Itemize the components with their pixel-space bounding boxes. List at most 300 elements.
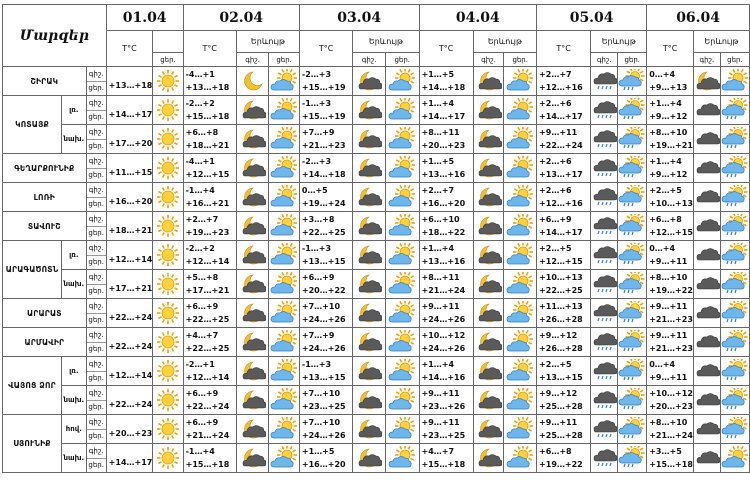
temp-range: [419, 386, 473, 415]
cloud-rain-icon: [591, 444, 618, 473]
day-temp: +20…+23: [421, 141, 466, 150]
temp-range: [419, 415, 473, 444]
date-header: 02.04: [183, 5, 299, 31]
temp-range: [537, 125, 591, 154]
temp-range: [647, 67, 694, 96]
temp-range: [537, 357, 591, 386]
sun-cloud-rain-icon: [618, 241, 647, 270]
sun-cloud-rain-icon: [618, 299, 647, 328]
night-temp: +6…+9: [301, 273, 335, 282]
night-temp: +1…+4: [649, 157, 682, 166]
sun-cloud-icon: [386, 125, 420, 154]
cloud-icon: [693, 386, 720, 415]
sun-cloud-icon: [504, 415, 537, 444]
date-header: 05.04: [537, 5, 647, 31]
night-temp: +3…+5: [649, 447, 682, 456]
day-temp: +9…+11: [649, 257, 688, 266]
moon-icon: [236, 67, 268, 96]
temp-header: T°C: [537, 31, 591, 67]
cloud-rain-icon: [591, 154, 618, 183]
table-row: [3, 67, 750, 96]
day-temp: +26…+28: [539, 315, 583, 324]
sun-cloud-rain-icon: [618, 444, 647, 473]
day-temp: +22…+25: [185, 344, 230, 353]
weather-header-empty: [153, 31, 183, 53]
weather-header: Երևույթ: [693, 31, 749, 53]
night-temp: +1…+4: [649, 99, 682, 108]
night-temp: 0…+4: [649, 70, 676, 79]
day-temp: +22…+25: [539, 286, 583, 295]
sun-cloud-icon: [504, 270, 537, 299]
temp-range: [647, 328, 694, 357]
day-temp-range: +22…+24: [106, 328, 153, 357]
sun-icon: [153, 299, 183, 328]
sun-cloud-icon: [504, 241, 537, 270]
night-subheader: գիշ.: [591, 53, 618, 67]
night-label: գիշ.: [87, 126, 106, 140]
region-name: ԿՈՏԱՅՔ: [3, 96, 62, 154]
sun-cloud-icon: [269, 415, 300, 444]
temp-range: [419, 444, 473, 473]
sun-cloud-rain-icon: [720, 241, 749, 270]
day-label: ցեր.: [88, 228, 104, 237]
moon-cloud-icon: [353, 328, 386, 357]
night-day-labels: [86, 270, 106, 299]
subregion-type: լռ.: [62, 241, 87, 270]
day-temp: +14…+17: [539, 228, 583, 237]
night-temp: +8…+10: [649, 273, 688, 282]
sun-cloud-rain-icon: [720, 299, 749, 328]
temp-range: [183, 154, 236, 183]
moon-cloud-icon: [473, 67, 504, 96]
temp-range: [183, 183, 236, 212]
night-temp: +2…+5: [539, 244, 572, 253]
night-temp: +6…+8: [539, 447, 572, 456]
day-temp-range: +22…+24: [106, 299, 153, 328]
night-label: գիշ.: [87, 329, 106, 343]
temp-range: [537, 183, 591, 212]
temp-range: [299, 357, 352, 386]
day-temp-range: +18…+21: [106, 212, 153, 241]
day-temp-range: +20…+23: [106, 415, 153, 444]
night-temp: -2…+3: [301, 70, 332, 79]
moon-cloud-icon: [353, 183, 386, 212]
cloud-icon: [693, 125, 720, 154]
sun-cloud-icon: [504, 154, 537, 183]
moon-cloud-icon: [236, 299, 268, 328]
day-temp: +21…+23: [649, 315, 693, 324]
temp-range: [299, 444, 352, 473]
night-temp: 0…+4: [649, 360, 676, 369]
sun-cloud-rain-icon: [618, 183, 647, 212]
night-temp: +10…+12: [421, 331, 466, 340]
sun-icon: [153, 357, 183, 386]
subregion-type: լռ.: [62, 96, 87, 125]
night-temp: +8…+11: [421, 128, 460, 137]
night-temp: -1…+4: [185, 447, 215, 456]
sun-cloud-icon: [269, 154, 300, 183]
subregion-type: նախ.: [62, 125, 87, 154]
cloud-rain-icon: [591, 270, 618, 299]
regions-header: Մարզեր: [3, 5, 107, 67]
sun-cloud-rain-icon: [720, 96, 749, 125]
day-temp: +22…+24: [539, 141, 583, 150]
weather-header: Երևույթ: [591, 31, 647, 53]
cloud-icon: [693, 444, 720, 473]
night-day-labels: [86, 154, 106, 183]
night-temp: -2…+3: [301, 157, 332, 166]
moon-cloud-icon: [473, 328, 504, 357]
sun-cloud-rain-icon: [720, 212, 749, 241]
night-subheader: գիշ.: [473, 53, 504, 67]
table-row: [3, 415, 750, 444]
day-temp: +13…+18: [185, 83, 230, 92]
temp-range: [419, 270, 473, 299]
cloud-icon: [693, 212, 720, 241]
moon-cloud-icon: [473, 241, 504, 270]
night-label: գիշ.: [87, 445, 106, 459]
sun-cloud-rain-icon: [618, 270, 647, 299]
day-temp: +21…+24: [421, 286, 466, 295]
day-temp-range: +14…+17: [106, 96, 153, 125]
sun-cloud-icon: [504, 125, 537, 154]
sun-cloud-icon: [386, 328, 420, 357]
cloud-icon: [693, 328, 720, 357]
day-subheader: ցեր.: [153, 53, 183, 67]
night-subheader: գիշ.: [236, 53, 268, 67]
night-day-labels: [86, 444, 106, 473]
moon-cloud-icon: [353, 67, 386, 96]
sun-cloud-icon: [269, 299, 300, 328]
day-temp: +21…+24: [649, 431, 693, 440]
day-temp: +25…+28: [539, 431, 583, 440]
moon-cloud-icon: [473, 125, 504, 154]
night-temp: +9…+11: [421, 418, 460, 427]
day-temp: +12…+15: [539, 257, 583, 266]
night-temp: +7…+10: [301, 418, 341, 427]
night-temp: +7…+9: [301, 331, 335, 340]
day-subheader: ցեր.: [720, 53, 749, 67]
cloud-icon: [693, 357, 720, 386]
temp-range: [183, 125, 236, 154]
day-temp: +19…+22: [539, 460, 583, 469]
night-label: գիշ.: [87, 416, 106, 430]
day-temp: +19…+24: [301, 199, 346, 208]
temp-range: [647, 183, 694, 212]
temp-range: [299, 125, 352, 154]
day-subheader: ցեր.: [618, 53, 647, 67]
day-temp: +24…+26: [421, 344, 466, 353]
sun-cloud-rain-icon: [618, 96, 647, 125]
night-label: գիշ.: [87, 184, 106, 198]
cloud-icon: [693, 299, 720, 328]
moon-cloud-icon: [236, 212, 268, 241]
sun-icon: [153, 154, 183, 183]
moon-cloud-icon: [473, 96, 504, 125]
sun-cloud-rain-icon: [618, 328, 647, 357]
temp-range: [299, 415, 352, 444]
night-temp: +6…+8: [185, 128, 219, 137]
night-label: գիշ.: [87, 97, 106, 111]
sun-cloud-rain-icon: [618, 386, 647, 415]
subregion-type: հով.: [62, 415, 87, 444]
night-temp: -4…+1: [185, 70, 215, 79]
cloud-rain-icon: [591, 212, 618, 241]
moon-cloud-icon: [236, 328, 268, 357]
night-temp: +8…+10: [649, 128, 688, 137]
night-temp: 0…+4: [649, 244, 676, 253]
night-temp: +6…+9: [185, 302, 219, 311]
night-subheader: գիշ.: [693, 53, 720, 67]
subregion-type: լռ.: [62, 357, 87, 386]
moon-cloud-icon: [473, 386, 504, 415]
sun-cloud-icon: [386, 357, 420, 386]
temp-range: [183, 415, 236, 444]
temp-range: [647, 444, 694, 473]
moon-cloud-icon: [236, 183, 268, 212]
day-temp: +15…+19: [301, 83, 346, 92]
day-temp: +15…+18: [649, 460, 693, 469]
sun-cloud-icon: [269, 183, 300, 212]
temp-range: [537, 299, 591, 328]
moon-cloud-icon: [236, 241, 268, 270]
temp-header: T°C: [647, 31, 694, 67]
moon-cloud-icon: [353, 125, 386, 154]
temp-range: [647, 299, 694, 328]
day-temp: +23…+26: [421, 402, 466, 411]
moon-cloud-icon: [353, 357, 386, 386]
night-temp: +7…+9: [301, 128, 335, 137]
day-temp: +12…+16: [539, 199, 583, 208]
sun-cloud-rain-icon: [618, 125, 647, 154]
sun-cloud-icon: [720, 67, 749, 96]
night-temp: -1…+3: [301, 99, 332, 108]
subregion-type: նախ.: [62, 444, 87, 473]
day-temp: +18…+22: [421, 228, 466, 237]
moon-cloud-icon: [353, 415, 386, 444]
night-day-labels: [86, 241, 106, 270]
sun-cloud-icon: [269, 328, 300, 357]
day-temp: +21…+23: [649, 344, 693, 353]
day-temp: +13…+16: [421, 170, 466, 179]
temp-range: [299, 183, 352, 212]
day-temp-range: +13…+18: [106, 67, 153, 96]
night-temp: +1…+4: [421, 244, 455, 253]
day-subheader: ցեր.: [269, 53, 300, 67]
moon-cloud-icon: [473, 444, 504, 473]
sun-cloud-rain-icon: [618, 154, 647, 183]
temp-range: [537, 444, 591, 473]
night-temp: +3…+8: [301, 215, 335, 224]
date-header: 01.04: [106, 5, 183, 31]
moon-cloud-icon: [473, 415, 504, 444]
night-label: գիշ.: [87, 271, 106, 285]
region-name: ՇԻՐԱԿ: [3, 67, 87, 96]
temp-range: [183, 241, 236, 270]
table-row: [3, 241, 750, 270]
moon-cloud-icon: [236, 125, 268, 154]
sun-cloud-icon: [504, 212, 537, 241]
sun-cloud-icon: [386, 67, 420, 96]
day-temp: +16…+21: [185, 199, 230, 208]
day-label: ցեր.: [88, 460, 104, 469]
night-day-labels: [86, 299, 106, 328]
day-temp: +22…+25: [301, 228, 346, 237]
night-temp: +1…+5: [421, 70, 455, 79]
night-temp: -4…+1: [185, 157, 215, 166]
moon-cloud-icon: [236, 357, 268, 386]
day-temp: +12…+14: [185, 373, 230, 382]
sun-cloud-icon: [386, 154, 420, 183]
night-temp: +9…+11: [421, 389, 460, 398]
sun-cloud-rain-icon: [720, 386, 749, 415]
table-row: [3, 386, 750, 415]
temp-range: [299, 67, 352, 96]
day-temp: +20…+23: [649, 402, 693, 411]
night-label: գիշ.: [87, 68, 106, 82]
temp-header: T°C: [299, 31, 352, 67]
sun-cloud-icon: [269, 212, 300, 241]
day-temp: +13…+17: [539, 170, 583, 179]
temp-header: T°C: [183, 31, 236, 67]
sun-cloud-icon: [386, 415, 420, 444]
day-temp-range: +17…+21: [106, 270, 153, 299]
moon-cloud-icon: [353, 299, 386, 328]
temp-range: [299, 386, 352, 415]
day-temp: +19…+21: [649, 141, 693, 150]
night-temp: +2…+5: [649, 186, 682, 195]
temp-header: T°C: [106, 31, 153, 67]
day-temp: +24…+26: [301, 431, 346, 440]
day-label: ցեր.: [88, 402, 104, 411]
day-temp: +23…+25: [301, 402, 346, 411]
cloud-rain-icon: [591, 415, 618, 444]
night-temp: +2…+7: [539, 70, 572, 79]
moon-cloud-icon: [473, 357, 504, 386]
day-temp: +14…+17: [539, 112, 583, 121]
day-temp-range: +12…+14: [106, 241, 153, 270]
night-temp: +10…+13: [539, 273, 583, 282]
region-name: ՎԱՅՈՑ ՁՈՐ: [3, 357, 62, 415]
night-day-labels: [86, 357, 106, 386]
temp-range: [537, 386, 591, 415]
night-label: գիշ.: [87, 155, 106, 169]
night-day-labels: [86, 67, 106, 96]
temp-range: [419, 241, 473, 270]
day-temp: +9…+11: [649, 373, 688, 382]
temp-range: [183, 96, 236, 125]
moon-cloud-icon: [473, 270, 504, 299]
sun-cloud-icon: [386, 270, 420, 299]
day-subheader: ցեր.: [386, 53, 420, 67]
night-label: գիշ.: [87, 242, 106, 256]
temp-range: [537, 96, 591, 125]
night-temp: +6…+8: [649, 215, 682, 224]
day-temp: +21…+24: [185, 431, 230, 440]
temp-range: [537, 415, 591, 444]
region-name: ԱՐԱՐԱՏ: [3, 299, 87, 328]
region-name: ԳԵՂԱՐՔՈՒՆԻՔ: [3, 154, 87, 183]
sun-icon: [153, 270, 183, 299]
sun-cloud-icon: [504, 386, 537, 415]
night-day-labels: [86, 386, 106, 415]
moon-cloud-icon: [693, 67, 720, 96]
temp-range: [299, 154, 352, 183]
day-temp: +12…+16: [539, 83, 583, 92]
temp-range: [183, 386, 236, 415]
night-temp: -2…+2: [185, 244, 215, 253]
day-temp: +24…+26: [301, 315, 346, 324]
sun-cloud-icon: [504, 328, 537, 357]
day-temp: +9…+12: [649, 170, 688, 179]
night-temp: +7…+10: [301, 302, 341, 311]
sun-cloud-icon: [504, 96, 537, 125]
day-temp: +13…+15: [301, 373, 346, 382]
table-row: [3, 212, 750, 241]
temp-range: [537, 241, 591, 270]
day-temp: +14…+18: [301, 170, 346, 179]
night-label: գիշ.: [87, 387, 106, 401]
sun-icon: [153, 96, 183, 125]
night-temp: +2…+5: [539, 360, 572, 369]
moon-cloud-icon: [236, 415, 268, 444]
sun-cloud-rain-icon: [720, 328, 749, 357]
day-subheader: ցեր.: [504, 53, 537, 67]
day-temp: +15…+18: [185, 460, 230, 469]
day-temp: +19…+23: [185, 228, 230, 237]
day-label: ցեր.: [88, 431, 104, 440]
night-temp: +2…+7: [421, 186, 455, 195]
night-day-labels: [86, 415, 106, 444]
temp-range: [419, 125, 473, 154]
temp-range: [537, 154, 591, 183]
night-temp: +9…+11: [649, 302, 688, 311]
temp-range: [183, 270, 236, 299]
night-temp: +2…+6: [539, 186, 572, 195]
night-temp: +9…+11: [421, 302, 460, 311]
day-temp: +23…+25: [421, 431, 466, 440]
sun-cloud-rain-icon: [720, 183, 749, 212]
moon-cloud-icon: [353, 270, 386, 299]
temp-range: [647, 241, 694, 270]
temp-range: [419, 96, 473, 125]
region-name: ԱՐՄԱՎԻՐ: [3, 328, 87, 357]
sun-cloud-rain-icon: [720, 270, 749, 299]
sun-cloud-icon: [269, 125, 300, 154]
cloud-rain-icon: [591, 241, 618, 270]
day-temp: +20…+22: [301, 286, 346, 295]
temp-range: [183, 328, 236, 357]
sun-cloud-rain-icon: [618, 67, 647, 96]
cloud-icon: [693, 154, 720, 183]
sun-cloud-icon: [269, 386, 300, 415]
night-day-labels: [86, 183, 106, 212]
weather-header: Երևույթ: [236, 31, 299, 53]
day-temp: +16…+20: [421, 199, 466, 208]
region-name: ՍՅՈՒՆԻՔ: [3, 415, 62, 473]
temp-range: [183, 299, 236, 328]
temp-range: [419, 299, 473, 328]
moon-cloud-icon: [236, 96, 268, 125]
night-temp: +1…+5: [421, 157, 455, 166]
moon-cloud-icon: [353, 386, 386, 415]
night-temp: +4…+7: [185, 331, 219, 340]
sun-icon: [153, 67, 183, 96]
temp-header: T°C: [419, 31, 473, 67]
temp-range: [419, 328, 473, 357]
day-temp: +12…+15: [185, 170, 230, 179]
cloud-icon: [693, 183, 720, 212]
